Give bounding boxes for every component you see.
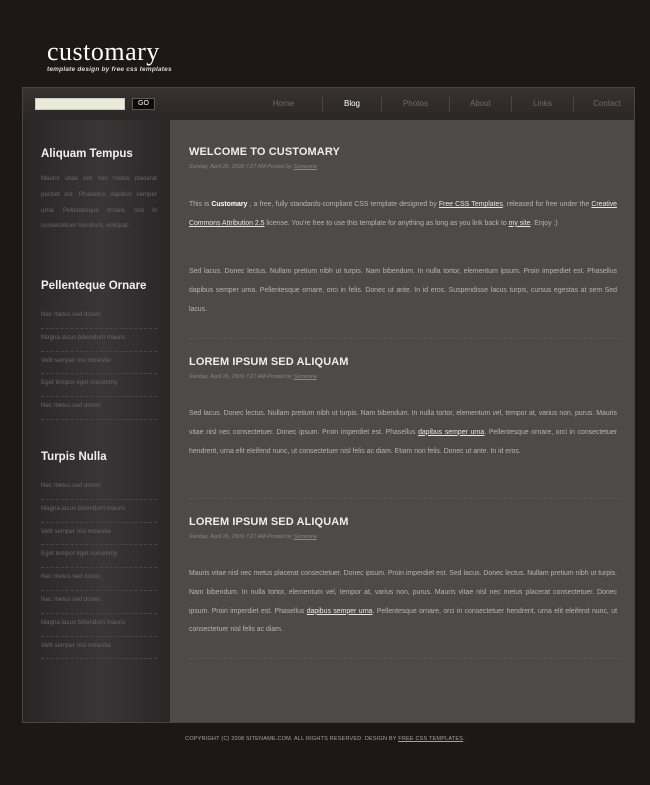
- text-run: . Pellentesque ornare, orci in consectetuer hendrerit, urna elit eleifend nunc, ut consectetuer nisl felis ac diam. Etiam non felis. Donec ut ante. In id eros.: [189, 428, 617, 455]
- post-date: Sunday, April 26, 2009 7:27 AM Posted by: [189, 374, 292, 380]
- text-run: , a free, fully standards-compliant CSS template designed by: [247, 201, 439, 208]
- footer-design-link[interactable]: FREE CSS TEMPLATES: [398, 736, 464, 742]
- sidebar-link[interactable]: Eget tempor eget nonummy: [41, 374, 157, 397]
- post-date: Sunday, April 26, 2009 7:27 AM Posted by: [189, 534, 292, 540]
- top-bar: [23, 88, 634, 119]
- main-content: [170, 120, 634, 722]
- post-paragraph: [189, 196, 617, 234]
- sidebar-link-list: [41, 477, 157, 659]
- nav-item-photos[interactable]: Photos: [403, 99, 428, 108]
- dapibus-link[interactable]: dapibus semper urna: [418, 428, 485, 436]
- nav-item-blog[interactable]: Blog: [343, 99, 360, 108]
- nav-item-contact[interactable]: Contact: [593, 99, 621, 108]
- main-nav: [245, 96, 640, 112]
- post-paragraph: [189, 405, 617, 461]
- sidebar-link[interactable]: Velit semper nisi molestie: [41, 637, 157, 660]
- footer: [0, 736, 650, 742]
- dapibus-link[interactable]: dapibus semper urna: [306, 607, 373, 615]
- post-title[interactable]: LOREM IPSUM SED ALIQUAM: [189, 356, 349, 368]
- sidebar-heading-aliquam-tempus: Aliquam Tempus: [41, 148, 133, 160]
- sidebar-heading-pellenteque-ornare: Pellenteque Ornare: [41, 280, 147, 292]
- post-title[interactable]: LOREM IPSUM SED ALIQUAM: [189, 516, 349, 528]
- creative-commons-link[interactable]: Creative Commons Attribution 2.5: [189, 201, 618, 227]
- nav-item-links[interactable]: Links: [533, 99, 552, 108]
- sidebar-link[interactable]: Nec metus sed donec: [41, 397, 157, 420]
- sidebar-link-list: [41, 306, 157, 420]
- footer-text-end: .: [463, 736, 465, 742]
- post-divider: [189, 498, 617, 499]
- post-date: Sunday, April 26, 2009 7:27 AM Posted by: [189, 164, 292, 170]
- text-run: Mauris vitae nisl nec metus placerat consectetuer. Donec ipsum. Proin imperdiet est. Sed lacus. Donec lectus. Nullam pretium nibh ut turpis. Nam bibendum. In nulla tortor, elementum vel, tempor at, varius non, purus. Mauris vitae nisl nec metus placerat consectetuer. Donec ipsum. Proin imperdiet est. Phasellus: [189, 570, 617, 615]
- text-run: license. You're free to use this template for anything as long as you link back to: [264, 219, 509, 227]
- post-title[interactable]: WELCOME TO CUSTOMARY: [189, 146, 340, 158]
- site-tagline: template design by free css templates: [47, 66, 172, 73]
- site-title[interactable]: customary: [47, 37, 160, 66]
- post-divider: [189, 338, 617, 339]
- sidebar-link[interactable]: Magna lacus bibendum mauris: [41, 500, 157, 523]
- post-meta: [189, 534, 317, 540]
- sidebar-heading-turpis-nulla: Turpis Nulla: [41, 451, 107, 463]
- search-input[interactable]: [35, 98, 125, 110]
- post-author-link[interactable]: Someone: [293, 164, 317, 170]
- sidebar-link[interactable]: Eget tempor eget nonummy: [41, 545, 157, 568]
- sidebar-link[interactable]: Nec metus sed donec: [41, 306, 157, 329]
- sidebar-link[interactable]: Nec metus sed donec: [41, 591, 157, 614]
- nav-item-home[interactable]: Home: [272, 99, 295, 108]
- post-meta: [189, 164, 317, 170]
- copyright-text: COPYRIGHT (C) 2008 SITENAME.COM. ALL RIGHTS RESERVED. DESIGN BY: [185, 736, 399, 742]
- text-run: , released for free under the: [502, 201, 592, 208]
- post-paragraph: [189, 565, 617, 640]
- post-divider: [189, 658, 617, 659]
- nav-item-about[interactable]: About: [470, 99, 491, 108]
- sidebar-paragraph: Mauris vitae nisl nec metus placerat perdiet est. Phasellus dapibus semper urna. Pellentesque ornare, orci in consectetuer hendrerit, volutpat.: [41, 175, 157, 230]
- sidebar-link[interactable]: Magna lacus bibendum mauris: [41, 329, 157, 352]
- sidebar-link[interactable]: Nec metus sed donec: [41, 477, 157, 500]
- my-site-link[interactable]: my site: [508, 219, 531, 227]
- text-run: . Pellentesque ornare, orci in consectetuer hendrerit, urna elit eleifend nunc, ut consectetuer nisl felis ac diam.: [189, 607, 617, 634]
- free-css-templates-link[interactable]: Free CSS Templates: [438, 201, 503, 208]
- post-author-link[interactable]: Someone: [293, 534, 317, 540]
- sidebar-link[interactable]: Velit semper nisi molestie: [41, 523, 157, 546]
- post-author-link[interactable]: Someone: [293, 374, 317, 380]
- brand-name: Customary: [211, 201, 248, 208]
- post-paragraph: Sed lacus. Donec lectus. Nullam pretium nibh ut turpis. Nam bibendum. In nulla tortor, elementum ipsum. Proin imperdiet est. Phasellus dapibus semper urna. Pellentesque ornare, orci in felis. Donec ut ante. In id eros. Suspendisse lacus turpis, cursus egestas at sem Sed lacus.: [189, 268, 617, 313]
- sidebar-link[interactable]: Velit semper nisi molestie: [41, 352, 157, 375]
- text-run: . Enjoy :): [530, 219, 558, 227]
- site-logo[interactable]: [47, 37, 172, 73]
- text-run: This is: [189, 201, 212, 208]
- text-run: Sed lacus. Donec lectus. Nullam pretium nibh ut turpis. Nam bibendum. In nulla tortor, elementum vel, tempor at, varius non, purus. Mauris vitae nisl nec consectetuer. Donec ipsum. Proin imperdiet est. Phasellus: [189, 410, 617, 436]
- post-meta: [189, 374, 317, 380]
- sidebar-link[interactable]: Nec metus sed donec: [41, 568, 157, 591]
- sidebar: [23, 120, 170, 722]
- sidebar-link[interactable]: Magna lacus bibendum mauris: [41, 614, 157, 637]
- search-go-button[interactable]: GO: [132, 98, 155, 110]
